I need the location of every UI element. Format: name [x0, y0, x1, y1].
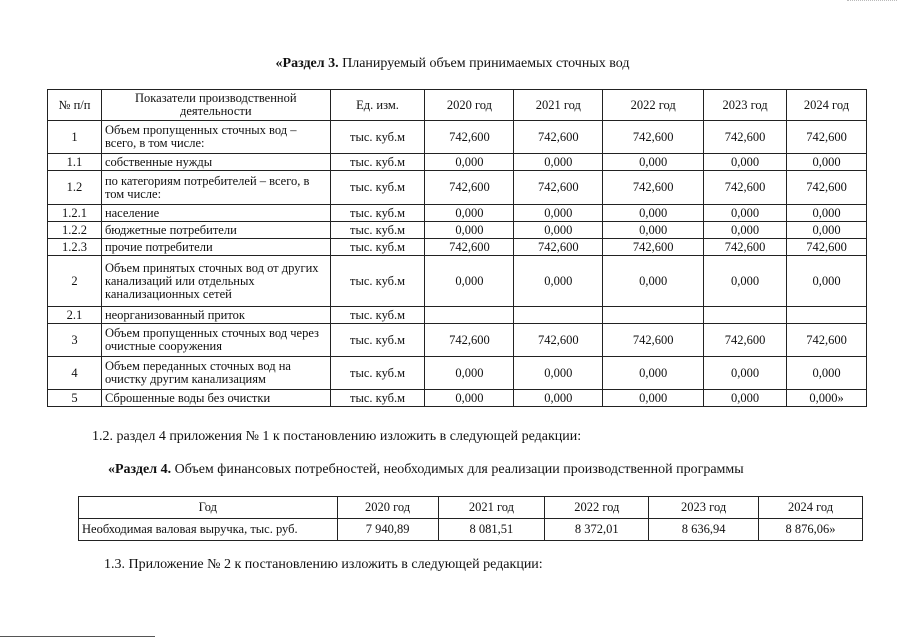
value-cell: 742,600	[425, 324, 514, 357]
header-cell: 2024 год	[787, 90, 867, 121]
table-row	[48, 256, 867, 307]
value-cell: 0,000	[787, 222, 867, 239]
section4-data-row	[79, 519, 863, 541]
indicator-cell: неорганизованный приток	[101, 307, 330, 324]
section3-heading-bold: «Раздел 3.	[275, 56, 339, 71]
table-row	[48, 307, 867, 324]
row-number-cell: 2	[48, 256, 102, 307]
unit-cell: тыс. куб.м	[330, 390, 425, 407]
section3-heading-text: Планируемый объем принимаемых сточных вод	[338, 56, 630, 71]
value-cell: 742,600	[704, 324, 787, 357]
value-cell: 0,000	[787, 154, 867, 171]
row-number-cell: 1.2.1	[48, 205, 102, 222]
unit-cell: тыс. куб.м	[330, 205, 425, 222]
value-cell: 742,600	[787, 121, 867, 154]
value-cell: 0,000	[425, 205, 514, 222]
value-cell: 742,600	[787, 324, 867, 357]
value-cell: 0,000	[603, 357, 704, 390]
section4-heading-bold: «Раздел 4.	[108, 462, 172, 477]
section3-table	[47, 89, 867, 407]
indicator-cell: Объем пропущенных сточных вод – всего, в том числе:	[101, 121, 330, 154]
indicator-cell: Объем принятых сточных вод от других канализаций или отдельных канализационных сетей	[101, 256, 330, 307]
value-cell: 0,000	[514, 256, 603, 307]
value-cell: 0,000	[704, 256, 787, 307]
table-row	[48, 171, 867, 205]
value-cell: 0,000	[425, 222, 514, 239]
value-cell: 742,600	[603, 239, 704, 256]
value-cell: 742,600	[425, 171, 514, 205]
indicator-cell: собственные нужды	[101, 154, 330, 171]
section4-heading-text: Объем финансовых потребностей, необходимых для реализации производственной программы	[171, 462, 744, 477]
value-cell: 0,000	[603, 205, 704, 222]
header-cell: 2021 год	[438, 497, 545, 519]
paragraph-1-2: 1.2. раздел 4 приложения № 1 к постановлению изложить в следующей редакции:	[92, 429, 582, 444]
value-cell: 8 636,94	[649, 519, 759, 541]
indicator-cell: по категориям потребителей – всего, в том числе:	[101, 171, 330, 205]
value-cell	[704, 307, 787, 324]
header-cell: 2022 год	[603, 90, 704, 121]
header-cell: 2023 год	[704, 90, 787, 121]
table-row	[48, 324, 867, 357]
header-cell: 2022 год	[545, 497, 649, 519]
value-cell: 0,000	[425, 390, 514, 407]
unit-cell: тыс. куб.м	[330, 324, 425, 357]
indicator-cell: Объем переданных сточных вод на очистку другим канализациям	[101, 357, 330, 390]
table-row	[48, 239, 867, 256]
value-cell: 0,000	[514, 205, 603, 222]
table-row	[48, 205, 867, 222]
value-cell: 742,600	[603, 324, 704, 357]
header-cell: Ед. изм.	[330, 90, 425, 121]
section4-header-row	[79, 497, 863, 519]
value-cell: 0,000	[787, 205, 867, 222]
row-number-cell: 4	[48, 357, 102, 390]
value-cell: 0,000	[425, 256, 514, 307]
value-cell: 0,000	[514, 390, 603, 407]
indicator-cell: бюджетные потребители	[101, 222, 330, 239]
unit-cell: тыс. куб.м	[330, 256, 425, 307]
value-cell	[787, 307, 867, 324]
unit-cell: тыс. куб.м	[330, 222, 425, 239]
row-number-cell: 1.2.3	[48, 239, 102, 256]
value-cell: 742,600	[425, 239, 514, 256]
header-cell: 2024 год	[759, 497, 863, 519]
table-row	[48, 154, 867, 171]
value-cell: 0,000	[704, 205, 787, 222]
footnote-separator	[0, 636, 155, 637]
row-number-cell: 1.2.2	[48, 222, 102, 239]
value-cell: 0,000	[514, 357, 603, 390]
value-cell: 0,000	[704, 390, 787, 407]
value-cell: 742,600	[514, 324, 603, 357]
value-cell: 8 372,01	[545, 519, 649, 541]
value-cell: 8 081,51	[438, 519, 545, 541]
header-cell: 2021 год	[514, 90, 603, 121]
value-cell: 0,000	[425, 154, 514, 171]
header-cell: 2023 год	[649, 497, 759, 519]
indicator-cell: Сброшенные воды без очистки	[101, 390, 330, 407]
indicator-cell: население	[101, 205, 330, 222]
unit-cell: тыс. куб.м	[330, 307, 425, 324]
header-cell: 2020 год	[425, 90, 514, 121]
value-cell: 7 940,89	[337, 519, 438, 541]
value-cell	[603, 307, 704, 324]
value-cell: 0,000	[603, 222, 704, 239]
unit-cell: тыс. куб.м	[330, 154, 425, 171]
unit-cell: тыс. куб.м	[330, 239, 425, 256]
value-cell: 742,600	[514, 239, 603, 256]
row-number-cell: 1	[48, 121, 102, 154]
row-number-cell: 1.1	[48, 154, 102, 171]
value-cell: 0,000	[787, 357, 867, 390]
value-cell: 0,000»	[787, 390, 867, 407]
row-label-cell: Необходимая валовая выручка, тыс. руб.	[79, 519, 338, 541]
value-cell: 0,000	[603, 390, 704, 407]
value-cell: 742,600	[603, 171, 704, 205]
section3-heading	[0, 56, 905, 72]
unit-cell: тыс. куб.м	[330, 357, 425, 390]
table-row	[48, 357, 867, 390]
row-number-cell: 2.1	[48, 307, 102, 324]
row-number-cell: 1.2	[48, 171, 102, 205]
value-cell	[514, 307, 603, 324]
table-row	[48, 390, 867, 407]
section4-heading	[108, 462, 744, 478]
section3-header-row	[48, 90, 867, 121]
unit-cell: тыс. куб.м	[330, 171, 425, 205]
paragraph-1-3: 1.3. Приложение № 2 к постановлению изложить в следующей редакции:	[104, 557, 543, 572]
header-cell: № п/п	[48, 90, 102, 121]
indicator-cell: прочие потребители	[101, 239, 330, 256]
indicator-cell: Объем пропущенных сточных вод через очистные сооружения	[101, 324, 330, 357]
header-cell: 2020 год	[337, 497, 438, 519]
value-cell: 742,600	[704, 121, 787, 154]
value-cell: 0,000	[603, 154, 704, 171]
value-cell: 0,000	[704, 154, 787, 171]
value-cell: 0,000	[514, 154, 603, 171]
value-cell: 742,600	[704, 239, 787, 256]
unit-cell: тыс. куб.м	[330, 121, 425, 154]
header-cell: Показатели производственной деятельности	[101, 90, 330, 121]
table-row	[48, 222, 867, 239]
value-cell	[425, 307, 514, 324]
value-cell: 0,000	[787, 256, 867, 307]
value-cell: 742,600	[514, 121, 603, 154]
table-row	[48, 121, 867, 154]
value-cell: 742,600	[787, 239, 867, 256]
row-number-cell: 3	[48, 324, 102, 357]
value-cell: 0,000	[704, 222, 787, 239]
value-cell: 0,000	[603, 256, 704, 307]
value-cell: 742,600	[514, 171, 603, 205]
value-cell: 8 876,06»	[759, 519, 863, 541]
value-cell: 0,000	[425, 357, 514, 390]
value-cell: 742,600	[704, 171, 787, 205]
value-cell: 742,600	[603, 121, 704, 154]
value-cell: 742,600	[425, 121, 514, 154]
header-cell: Год	[79, 497, 338, 519]
value-cell: 0,000	[704, 357, 787, 390]
page-corner-mark	[847, 0, 897, 5]
value-cell: 0,000	[514, 222, 603, 239]
section4-table	[78, 496, 863, 541]
row-number-cell: 5	[48, 390, 102, 407]
value-cell: 742,600	[787, 171, 867, 205]
